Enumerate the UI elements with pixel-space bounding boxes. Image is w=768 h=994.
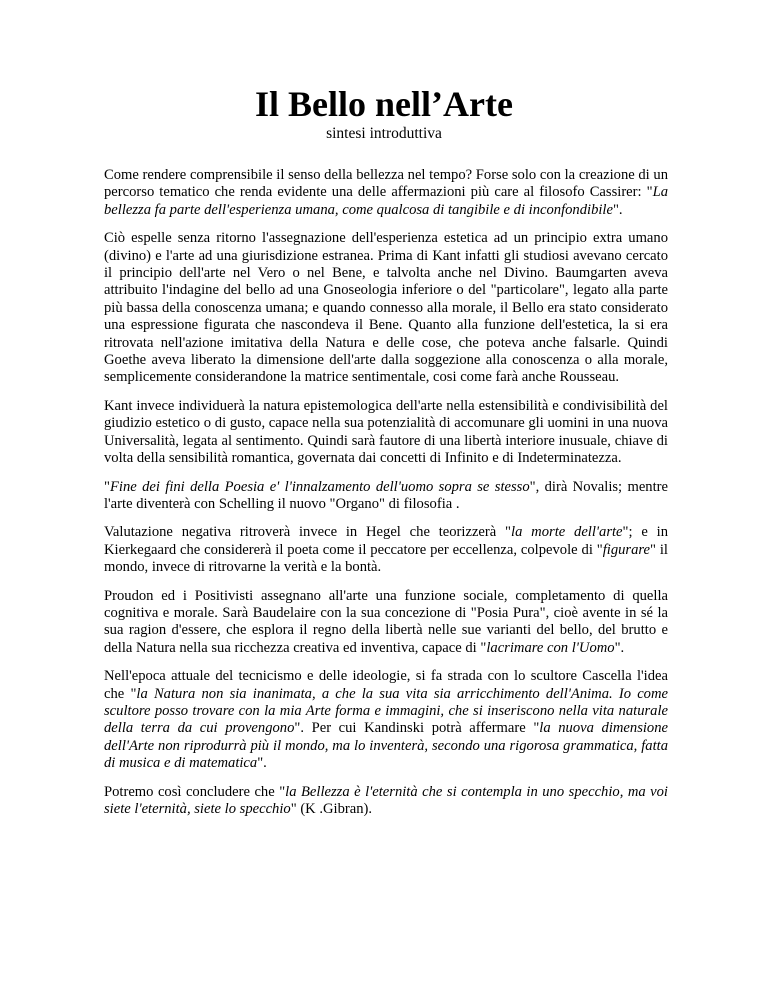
text-run: Proudon ed i Positivisti assegnano all'arte una funzione sociale, completamento di quella cognitiva e morale. Sarà Baudelaire con la sua concezione di "Posia Pura", cioè avente in sé la sua ragion d'essere, che esplora il regno della libertà nelle sue varianti del bello, del brutto e della Natura nella sua ricchezza creativa ed inventiva, capace di " [104, 587, 668, 656]
text-run: Potremo così concludere che " [104, 783, 286, 800]
text-run: ". [257, 755, 267, 772]
paragraph-cascella-kandinski [104, 668, 668, 772]
text-run: "; e in Kierkegaard che considererà il poeta come il peccatore per eccellenza, colpevole di " [104, 524, 668, 558]
text-run: " il mondo, invece di ritrovarne la verità e la bontà. [104, 541, 668, 576]
text-run: " (K .Gibran). [290, 801, 373, 817]
paragraph-esperienza-estetica: Ciò espelle senza ritorno l'assegnazione dell'esperienza estetica ad un principio extra umano (divino) e l'arte ad una giurisdizione estranea. Prima di Kant infatti gli studiosi avevano cercato il principio dell'arte nel Vero o nel Bene, e talvolta anche nel Divino. Baumgarten aveva attribuito l'indagine del bello ad una Gnoseologia inferiore o del "particolare", legato alla parte più bassa della conoscenza umana; e quando connesso alla morale, il Bello era stato considerato una espressione figurata che nascondeva il Bene. Quanto alla funzione dell'estetica, la si era ritrovata nell'azione imitativa della Natura e delle cose, che poteva anche falsarle. Quindi Goethe aveva liberato la dimensione dell'arte dalla soggezione alla conoscenza o alla morale, semplicemente considerandone la matrice sentimentale, cosi come farà anche Rousseau. [104, 230, 668, 386]
text-run: Come rendere comprensibile il senso della bellezza nel tempo? Forse solo con la creazione di un percorso tematico che renda evidente una delle affermazioni più care al filosofo Cassirer: " [104, 167, 668, 201]
quote-cassirer: La bellezza fa parte dell'esperienza umana, come qualcosa di tangibile e di inconfondibile [104, 184, 668, 218]
paragraph-hegel-kierkegaard [104, 524, 668, 576]
paragraph-kant: Kant invece individuerà la natura epistemologica dell'arte nella estensibilità e condivisibilità del giudizio estetico o di gusto, capace nella sua potenzialità di accomunare gli uomini in una nuova Universalità, legata al sentimento. Quindi sarà fautore di una libertà interiore inusuale, chiave di volta della sensibilità romantica, governata dai concetti di Infinito e di Indeterminatezza. [104, 397, 668, 467]
paragraph-gibran [104, 784, 668, 819]
text-run: ", dirà Novalis; mentre l'arte diventerà con Schelling il nuovo "Organo" di filosofia . [104, 478, 668, 512]
text-run: ". [614, 639, 625, 656]
paragraph-novalis [104, 479, 668, 514]
quote-novalis: Fine dei fini della Poesia e' l'innalzamento dell'uomo sopra se stesso [109, 478, 530, 495]
quote-kandinski: la nuova dimensione dell'Arte non riprodurrà più il mondo, ma lo inventerà, secondo una rigorosa grammatica, fatta di musica e di matematica [104, 720, 668, 772]
text-run: ". [612, 201, 623, 218]
quote-figurare: figurare [602, 541, 651, 558]
quote-hegel: la morte dell'arte [511, 524, 623, 541]
text-run: Nell'epoca attuale del tecnicismo e delle ideologie, si fa strada con lo scultore Cascella l'idea che " [104, 668, 668, 702]
document-body [104, 167, 668, 829]
quote-gibran: la Bellezza è l'eternità che si contempla in uno specchio, ma voi siete l'eternità, siete lo specchio [104, 783, 668, 817]
paragraph-cassirer [104, 167, 668, 219]
document-title: Il Bello nell’Arte [255, 84, 513, 124]
document-subtitle: sintesi introduttiva [326, 125, 442, 142]
paragraph-baudelaire [104, 588, 668, 658]
text-run: " [104, 478, 110, 495]
text-run: ". Per cui Kandinski potrà affermare " [294, 720, 540, 737]
text-run: Valutazione negativa ritroverà invece in Hegel che teorizzerà " [104, 524, 512, 541]
quote-cascella: la Natura non sia inanimata, a che la sua vita sia arricchimento dell'Anima. Io come scultore posso trovare con la mia Arte forma e immagini, che si inseriscono nella vita naturale della terra da cui provengono [104, 685, 668, 737]
quote-baudelaire: lacrimare con l'Uomo [486, 639, 615, 656]
